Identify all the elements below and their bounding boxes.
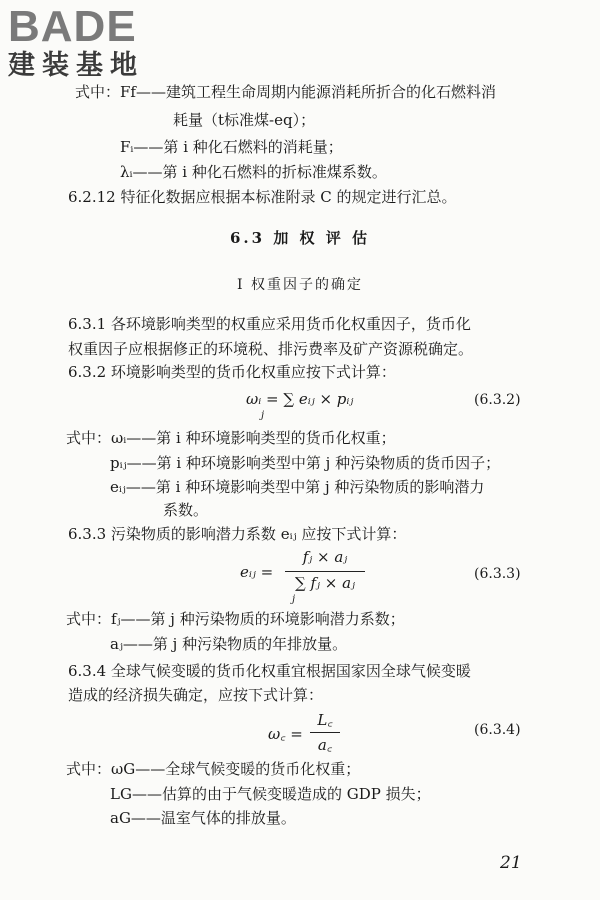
equation-number: (6.3.2) [474, 392, 521, 408]
equation-6-3-2: ωᵢ = ∑ eᵢⱼ × pᵢⱼ [246, 390, 354, 408]
fraction-numerator: L꜀ [317, 711, 333, 729]
clause-6-3-3: 6.3.3 污染物质的影响潜力系数 eᵢⱼ 应按下式计算： [68, 525, 407, 543]
brand-logo [8, 4, 180, 82]
logo-chinese: 建装基地 [8, 50, 144, 81]
fraction-denominator: a꜀ [317, 736, 333, 754]
text-line: aG——温室气体的排放量。 [110, 809, 296, 827]
logo-wordmark: BADE [8, 2, 137, 51]
fraction-bar [285, 571, 365, 572]
text-line: 式中：ωᵢ——第 i 种环境影响类型的货币化权重； [66, 429, 396, 447]
clause-6-3-1: 6.3.1 各环境影响类型的权重应采用货币化权重因子，货币化 [68, 315, 471, 333]
text-line: 式中：Ff——建筑工程生命周期内能源消耗所折合的化石燃料消 [75, 83, 496, 101]
clause-6-3-2: 6.3.2 环境影响类型的货币化权重应按下式计算： [68, 363, 396, 381]
text-line: 权重因子应根据修正的环境税、排污费率及矿产资源税确定。 [68, 340, 474, 358]
text-line: 系数。 [163, 501, 209, 519]
clause-6-2-12: 6.2.12 特征化数据应根据本标准附录 C 的规定进行汇总。 [68, 188, 457, 206]
fraction-numerator: fⱼ × aⱼ [302, 548, 348, 566]
text-line: LG——估算的由于气候变暖造成的 GDP 损失； [110, 785, 431, 803]
text-line: λᵢ——第 i 种化石燃料的折标准煤系数。 [120, 163, 387, 181]
text-line: eᵢⱼ——第 i 种环境影响类型中第 j 种污染物质的影响潜力 [110, 478, 485, 496]
text-line: 造成的经济损失确定，应按下式计算： [68, 686, 324, 704]
subsection-title: Ⅰ 权重因子的确定 [237, 277, 363, 293]
clause-6-3-4: 6.3.4 全球气候变暖的货币化权重宜根据国家因全球气候变暖 [68, 662, 471, 680]
text-line: 耗量（t标准煤-eq）； [173, 111, 316, 129]
text-line: aⱼ——第 j 种污染物质的年排放量。 [110, 635, 348, 653]
fraction-bar [310, 732, 340, 733]
sum-index: j [261, 410, 265, 421]
section-title: 6.3 加 权 评 估 [230, 229, 370, 247]
sum-index: j [292, 594, 296, 605]
text-line: pᵢⱼ——第 i 种环境影响类型中第 j 种污染物质的货币因子； [110, 454, 501, 472]
text-line: Fᵢ——第 i 种化石燃料的消耗量； [120, 138, 343, 156]
text-line: 式中：fⱼ——第 j 种污染物质的环境影响潜力系数； [66, 610, 405, 628]
equation-number: (6.3.3) [474, 566, 521, 582]
equation-number: (6.3.4) [474, 722, 521, 738]
fraction-denominator: ∑ fⱼ × aⱼ [295, 574, 355, 592]
equation-lhs: ω꜀ = [268, 725, 303, 743]
text-line: 式中：ωG——全球气候变暖的货币化权重； [66, 760, 361, 778]
equation-lhs: eᵢⱼ = [240, 563, 274, 581]
page-number: 21 [500, 853, 522, 873]
